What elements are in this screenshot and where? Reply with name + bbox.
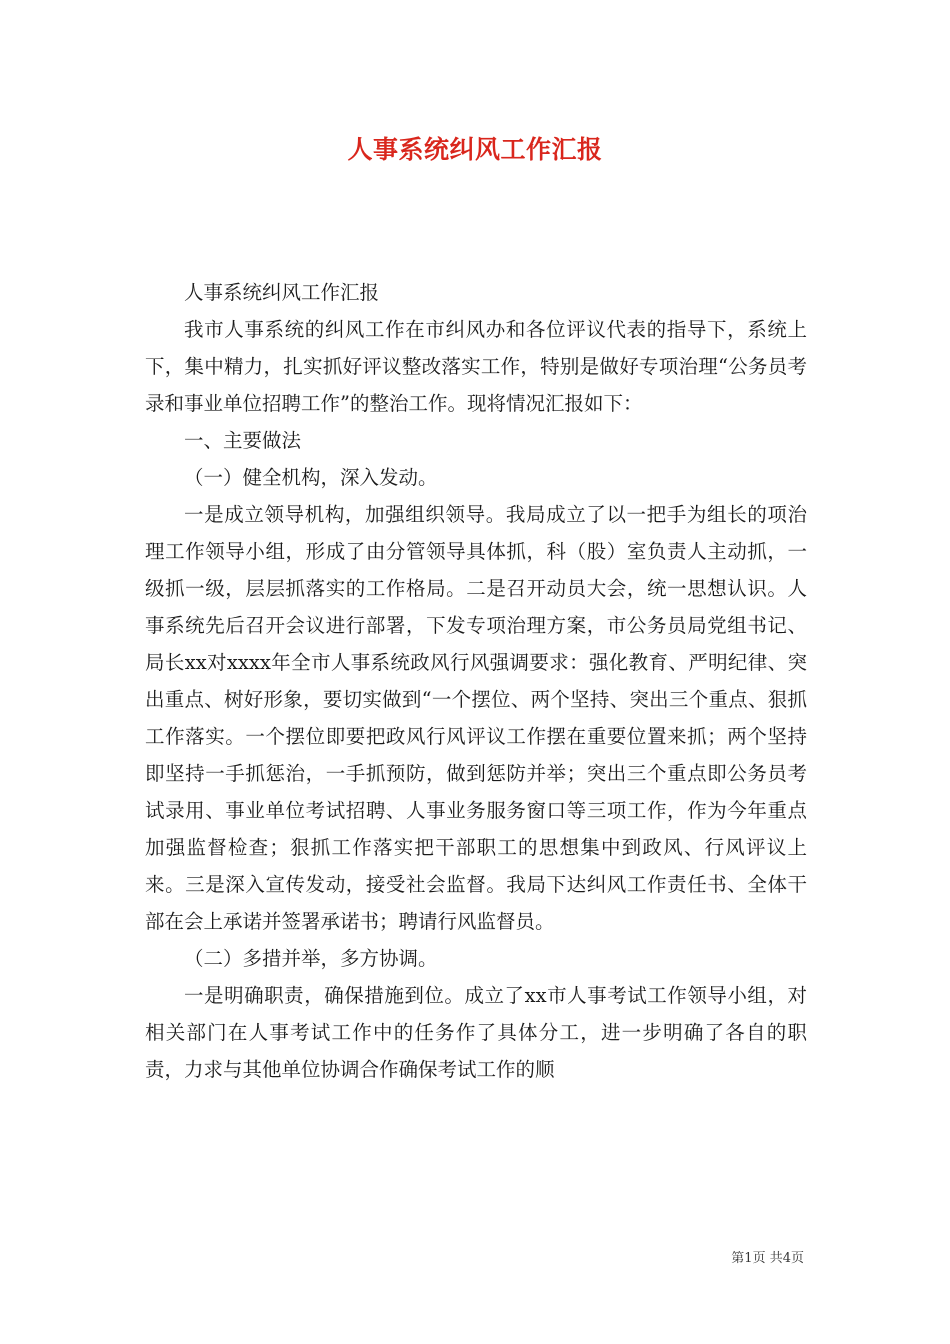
page-label-mid: 页 共 xyxy=(752,1251,783,1266)
page-total: 4 xyxy=(782,1251,791,1266)
page-current: 1 xyxy=(744,1251,753,1266)
document-title: 人事系统纠风工作汇报 xyxy=(347,135,603,164)
paragraph-intro: 我市人事系统的纠风工作在市纠风办和各位评议代表的指导下，系统上下，集中精力，扎实抓好评议整改落实工作，特别是做好专项治理“公务员考录和事业单位招聘工作”的整治工作。现将情况汇报如下： xyxy=(145,318,807,415)
paragraph-body-2: 一是明确职责，确保措施到位。成立了xx市人事考试工作领导小组，对相关部门在人事考试工作中的任务作了具体分工，进一步明确了各自的职责，力求与其他单位协调合作确保考试工作的顺 xyxy=(145,984,807,1081)
paragraph-heading: 人事系统纠风工作汇报 xyxy=(184,281,380,304)
section-heading-main-practices: 一、主要做法 xyxy=(184,429,302,452)
subsection-heading-2: （二）多措并举，多方协调。 xyxy=(184,947,438,970)
subsection-heading-1: （一）健全机构，深入发动。 xyxy=(184,466,438,489)
document-body xyxy=(145,274,807,1088)
page-number-footer xyxy=(731,1247,804,1266)
page-label-suffix: 页 xyxy=(790,1251,804,1266)
paragraph-body-1: 一是成立领导机构，加强组织领导。我局成立了以一把手为组长的项治理工作领导小组，形成了由分管领导具体抓，科（股）室负责人主动抓，一级抓一级，层层抓落实的工作格局。二是召开动员大会，统一思想认识。人事系统先后召开会议进行部署，下发专项治理方案，市公务员局党组书记、局长xx对xxxx年全市人事系统政风行风强调要求：强化教育、严明纪律、突出重点、树好形象，要切实做到“一个摆位、两个坚持、突出三个重点、狠抓工作落实。一个摆位即要把政风行风评议工作摆在重要位置来抓；两个坚持即坚持一手抓惩治，一手抓预防，做到惩防并举；突出三个重点即公务员考试录用、事业单位考试招聘、人事业务服务窗口等三项工作，作为今年重点加强监督检查；狠抓工作落实把干部职工的思想集中到政风、行风评议上来。三是深入宣传发动，接受社会监督。我局下达纠风工作责任书、全体干部在会上承诺并签署承诺书；聘请行风监督员。 xyxy=(145,503,807,933)
page-label-prefix: 第 xyxy=(731,1251,745,1266)
